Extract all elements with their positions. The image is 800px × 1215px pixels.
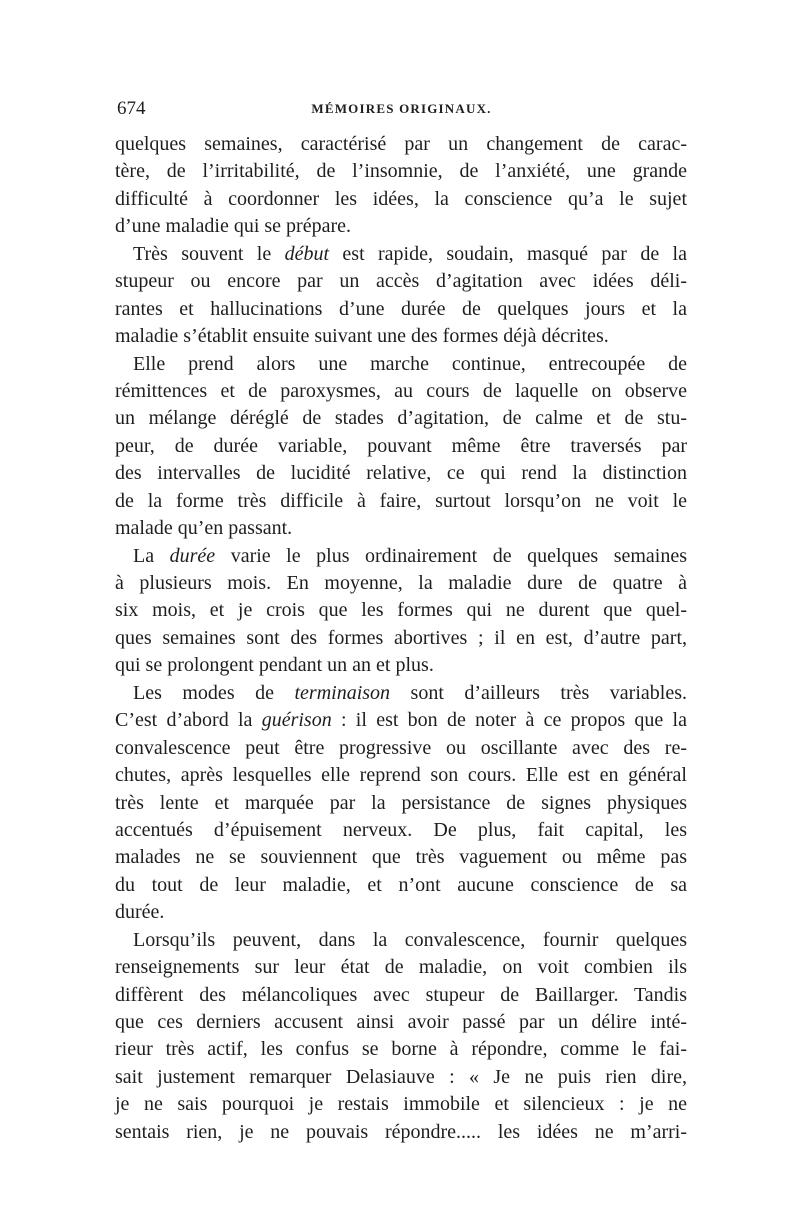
text-segment: très lente et marquée par la persistance de signes physiques bbox=[115, 791, 687, 814]
text-line bbox=[115, 954, 687, 981]
text-line bbox=[115, 323, 687, 350]
text-line bbox=[115, 762, 687, 789]
text-segment: tère, de l’irritabilité, de l’insomnie, de l’anxiété, une grande bbox=[115, 160, 687, 183]
text-segment: est rapide, soudain, masqué par de la bbox=[329, 242, 687, 265]
text-line bbox=[115, 872, 687, 899]
text-segment: chutes, après lesquelles elle reprend son cours. Elle est en général bbox=[115, 764, 687, 787]
text-segment: difficulté à coordonner les idées, la conscience qu’a le sujet bbox=[115, 187, 687, 210]
text-segment: Les modes de bbox=[133, 681, 295, 704]
text-line bbox=[115, 1064, 687, 1091]
emphasized-term: début bbox=[284, 242, 330, 265]
running-title: MÉMOIRES ORIGINAUX. bbox=[311, 101, 492, 116]
text-segment: sentais rien, je ne pouvais répondre..... les idées ne m’arri- bbox=[115, 1120, 687, 1143]
text-line bbox=[115, 186, 687, 213]
emphasized-term: terminaison bbox=[294, 681, 391, 704]
text-segment: malades ne se souviennent que très vaguement ou même pas bbox=[115, 846, 687, 869]
text-segment: peur, de durée variable, pouvant même être traversés par bbox=[115, 434, 687, 457]
text-line bbox=[115, 982, 687, 1009]
text-line bbox=[115, 158, 687, 185]
text-line bbox=[115, 1009, 687, 1036]
emphasized-term: durée bbox=[169, 544, 216, 567]
text-segment: de la forme très difficile à faire, surtout lorsqu’on ne voit le bbox=[115, 489, 687, 512]
emphasized-term: guérison bbox=[261, 709, 332, 732]
text-line bbox=[115, 433, 687, 460]
text-line bbox=[115, 735, 687, 762]
text-segment: un mélange déréglé de stades d’agitation, de calme et de stu- bbox=[115, 407, 687, 430]
text-line bbox=[115, 927, 687, 954]
page-header bbox=[117, 98, 686, 124]
text-segment: je ne sais pourquoi je restais immobile et silencieux : je ne bbox=[115, 1093, 687, 1116]
text-segment: ques semaines sont des formes abortives ; il en est, d’autre part, bbox=[115, 626, 687, 649]
text-line bbox=[115, 241, 687, 268]
text-segment: : il est bon de noter à ce propos que la bbox=[331, 709, 687, 732]
text-segment: quelques semaines, caractérisé par un changement de carac- bbox=[115, 133, 687, 155]
text-segment: rantes et hallucinations d’une durée de quelques jours et la bbox=[115, 297, 687, 320]
text-segment: stupeur ou encore par un accès d’agitation avec idées déli- bbox=[115, 270, 687, 293]
text-segment: durée. bbox=[115, 901, 165, 924]
text-line bbox=[115, 296, 687, 323]
text-segment: diffèrent des mélancoliques avec stupeur de Baillarger. Tandis bbox=[115, 983, 687, 1006]
text-line bbox=[115, 378, 687, 405]
text-line bbox=[115, 543, 687, 570]
text-line bbox=[115, 707, 687, 734]
text-line bbox=[115, 570, 687, 597]
text-segment: rémittences et de paroxysmes, au cours de laquelle on observe bbox=[115, 379, 687, 402]
text-segment: Elle prend alors une marche continue, entrecoupée de bbox=[133, 352, 687, 375]
text-segment: du tout de leur maladie, et n’ont aucune conscience de sa bbox=[115, 873, 687, 896]
text-line bbox=[115, 844, 687, 871]
text-line bbox=[115, 351, 687, 378]
text-segment: que ces derniers accusent ainsi avoir passé par un délire inté- bbox=[115, 1011, 687, 1033]
text-segment: des intervalles de lucidité relative, ce qui rend la distinction bbox=[115, 462, 687, 485]
text-segment: d’une maladie qui se prépare. bbox=[115, 215, 352, 238]
text-segment: six mois, et je crois que les formes qui ne durent que quel- bbox=[115, 599, 687, 622]
text-segment: malade qu’en passant. bbox=[115, 517, 293, 540]
page-number: 674 bbox=[117, 98, 146, 119]
text-line bbox=[115, 597, 687, 624]
text-line bbox=[115, 817, 687, 844]
text-line bbox=[115, 405, 687, 432]
text-segment: C’est d’abord la bbox=[115, 709, 262, 732]
text-line bbox=[115, 268, 687, 295]
text-segment: à plusieurs mois. En moyenne, la maladie dure de quatre à bbox=[115, 572, 687, 594]
text-line bbox=[115, 515, 687, 542]
text-line bbox=[115, 652, 687, 679]
text-segment: convalescence peut être progressive ou oscillante avec des re- bbox=[115, 736, 687, 759]
text-segment: La bbox=[133, 544, 170, 567]
body-text bbox=[115, 131, 687, 1146]
text-line bbox=[115, 790, 687, 817]
text-line bbox=[115, 131, 687, 158]
text-segment: renseignements sur leur état de maladie, on voit combien ils bbox=[115, 956, 687, 979]
text-line bbox=[115, 680, 687, 707]
text-segment: varie le plus ordinairement de quelques semaines bbox=[215, 544, 688, 567]
text-line bbox=[115, 213, 687, 240]
text-segment: maladie s’établit ensuite suivant une des formes déjà décrites. bbox=[115, 325, 609, 348]
text-line bbox=[115, 899, 687, 926]
text-segment: sait justement remarquer Delasiauve : « Je ne puis rien dire, bbox=[115, 1065, 687, 1088]
text-segment: Lorsqu’ils peuvent, dans la convalescence, fournir quelques bbox=[133, 928, 687, 951]
text-line bbox=[115, 1091, 687, 1118]
text-line bbox=[115, 1036, 687, 1063]
text-segment: sont d’ailleurs très variables. bbox=[390, 681, 687, 704]
text-segment: accentués d’épuisement nerveux. De plus, fait capital, les bbox=[115, 818, 687, 841]
text-segment: qui se prolongent pendant un an et plus. bbox=[115, 654, 434, 677]
text-line bbox=[115, 460, 687, 487]
text-segment: Très souvent le bbox=[133, 242, 285, 265]
text-segment: rieur très actif, les confus se borne à répondre, comme le fai- bbox=[115, 1038, 687, 1061]
text-line bbox=[115, 488, 687, 515]
text-line bbox=[115, 1119, 687, 1146]
text-line bbox=[115, 625, 687, 652]
